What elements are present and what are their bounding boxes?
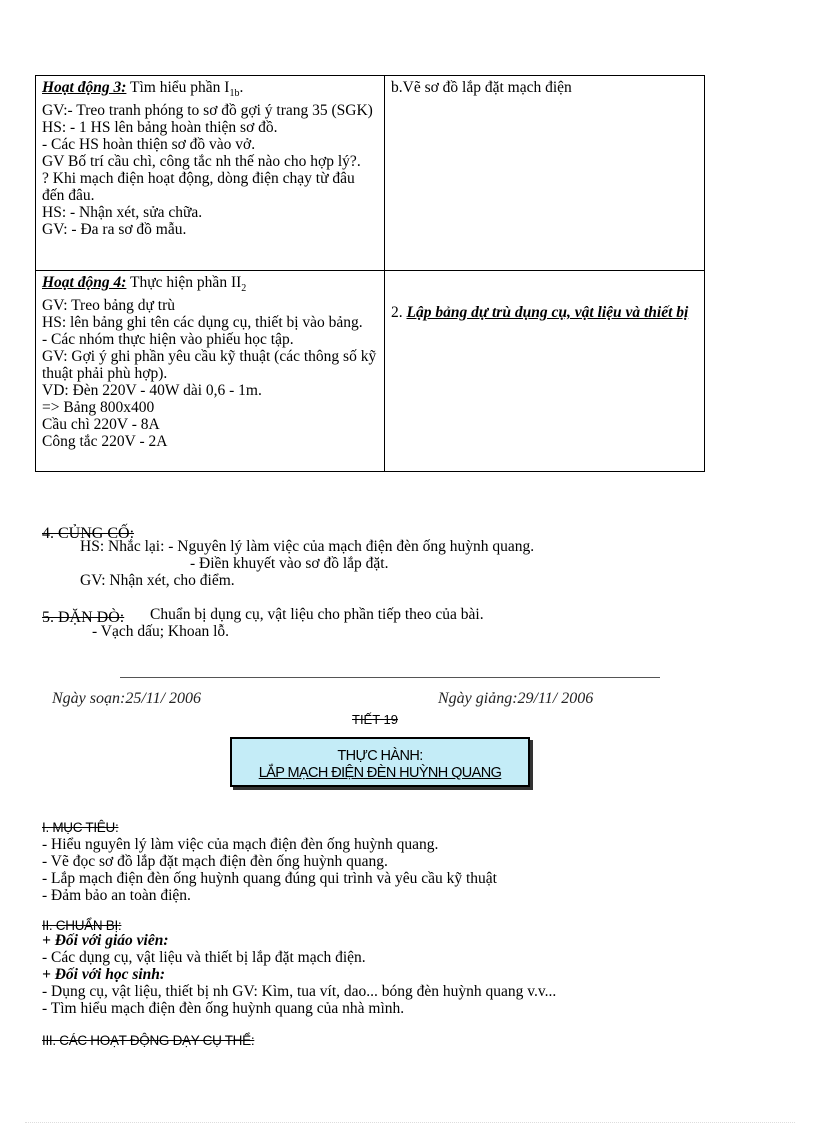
activity-4-line: GV: Gợi ý ghi phần yêu cầu kỹ thuật (các thông số kỹ thuật phải phù hợp). bbox=[42, 348, 377, 383]
date-prepared: Ngày soạn:25/11/ 2006 bbox=[52, 690, 202, 707]
activity-3-line: HS: - Nhận xét, sửa chữa. bbox=[42, 204, 203, 222]
activity-3-heading: Hoạt động 3: bbox=[42, 79, 127, 96]
cungco-line: HS: Nhắc lại: - Nguyên lý làm việc của mạch điện đèn ống huỳnh quang. bbox=[80, 538, 535, 555]
lesson-title-line1: THỰC HÀNH: bbox=[337, 748, 423, 764]
activity-3-line: - Các HS hoàn thiện sơ đồ vào vở. bbox=[42, 136, 256, 154]
hoatdong-title: III. CÁC HOẠT ĐỘNG DẠY CỤ THỂ: bbox=[42, 1033, 255, 1048]
activity-3-right-cell bbox=[385, 76, 705, 271]
activity-3-line: ? Khi mạch điện hoạt động, dòng điện chạy từ đâu đến đâu. bbox=[42, 170, 355, 205]
chuanbi-teacher-heading: + Đối với giáo viên: bbox=[42, 932, 169, 949]
activity-3-heading-sub: 1b bbox=[229, 88, 240, 100]
activity-4-line: GV: Treo bảng dự trù bbox=[42, 297, 175, 315]
activity-3-line: GV: - Đa ra sơ đồ mẫu. bbox=[42, 221, 187, 239]
divider bbox=[120, 677, 660, 678]
muctieu-item: - Hiểu nguyên lý làm việc của mạch điện đèn ống huỳnh quang. bbox=[42, 836, 439, 853]
muctieu-title: I. MỤC TIÊU: bbox=[42, 820, 119, 835]
cungco-line: - Điền khuyết vào sơ đồ lắp đặt. bbox=[190, 555, 389, 572]
activity-3-line: GV:- Treo tranh phóng to sơ đồ gợi ý trang 35 (SGK) bbox=[42, 102, 373, 120]
activity-3-line: HS: - 1 HS lên bảng hoàn thiện sơ đồ. bbox=[42, 119, 278, 137]
activity-4-right-num: 2. bbox=[391, 304, 407, 321]
activity-4-heading-sub: 2 bbox=[241, 283, 247, 295]
activity-3-right-text: b.Vẽ sơ đồ lắp đặt mạch điện bbox=[391, 79, 572, 96]
dando-title: 5. DẶN DÒ: bbox=[42, 609, 125, 626]
activity-4-line: VD: Đèn 220V - 40W dài 0,6 - 1m. bbox=[42, 382, 262, 400]
activity-3-heading-end: . bbox=[239, 79, 244, 96]
activity-3-cell bbox=[36, 76, 385, 271]
date-taught: Ngày giảng:29/11/ 2006 bbox=[438, 690, 594, 707]
chuanbi-student-line: - Tìm hiểu mạch điện đèn ống huỳnh quang của nhà mình. bbox=[42, 1000, 405, 1017]
activity-row-3 bbox=[36, 76, 705, 271]
dando-line: - Vạch dấu; Khoan lỗ. bbox=[92, 623, 230, 640]
activity-4-line: => Bảng 800x400 bbox=[42, 399, 155, 417]
activity-3-line: GV Bố trí cầu chì, công tắc nh thế nào cho hợp lý?. bbox=[42, 153, 361, 171]
activity-row-4 bbox=[36, 271, 705, 472]
muctieu-item: - Vẽ đọc sơ đồ lắp đặt mạch điện đèn ống huỳnh quang. bbox=[42, 853, 388, 870]
activity-4-line: - Các nhóm thực hiện vào phiếu học tập. bbox=[42, 331, 294, 349]
activity-4-right-text bbox=[391, 304, 698, 321]
muctieu-item: - Đảm bảo an toàn điện. bbox=[42, 887, 191, 904]
cungco-line: GV: Nhận xét, cho điểm. bbox=[80, 572, 235, 589]
lesson-number: TIẾT 19 bbox=[352, 712, 399, 727]
activity-table bbox=[35, 75, 705, 472]
lesson-title-line2: LẮP MẠCH ĐIỆN ĐÈN HUỲNH QUANG bbox=[258, 765, 502, 781]
activity-4-heading-text: Thực hiện phần II bbox=[126, 274, 242, 291]
activity-4-heading: Hoạt động 4: bbox=[42, 274, 127, 291]
activity-3-heading-line bbox=[42, 79, 378, 102]
activity-4-right-cell bbox=[385, 271, 705, 472]
chuanbi-student-line: - Dụng cụ, vật liệu, thiết bị nh GV: Kìm, tua vít, dao... bóng đèn huỳnh quang v.v... bbox=[42, 983, 557, 1000]
activity-4-line: Công tắc 220V - 2A bbox=[42, 433, 168, 451]
chuanbi-student-heading: + Đối với học sinh: bbox=[42, 966, 166, 983]
activity-4-right-heading: Lập bảng dự trù dụng cụ, vật liệu và thiết bị bbox=[406, 304, 689, 321]
chuanbi-title: II. CHUẨN BỊ: bbox=[42, 918, 122, 933]
chuanbi-teacher-line: - Các dụng cụ, vật liệu và thiết bị lắp đặt mạch điện. bbox=[42, 949, 366, 966]
activity-4-cell bbox=[36, 271, 385, 472]
activity-3-heading-text: Tìm hiểu phần I bbox=[126, 79, 230, 96]
lesson-title-box bbox=[230, 737, 530, 787]
cungco-title: 4. CỦNG CỐ: bbox=[42, 525, 135, 542]
activity-4-line: Cầu chì 220V - 8A bbox=[42, 416, 160, 434]
dando-line: Chuẩn bị dụng cụ, vật liệu cho phần tiếp theo của bài. bbox=[150, 606, 484, 623]
muctieu-item: - Lắp mạch điện đèn ống huỳnh quang đúng qui trình và yêu cầu kỹ thuật bbox=[42, 870, 497, 887]
activity-4-line: HS: lên bảng ghi tên các dụng cụ, thiết bị vào bảng. bbox=[42, 314, 363, 332]
activity-4-heading-line bbox=[42, 274, 378, 297]
